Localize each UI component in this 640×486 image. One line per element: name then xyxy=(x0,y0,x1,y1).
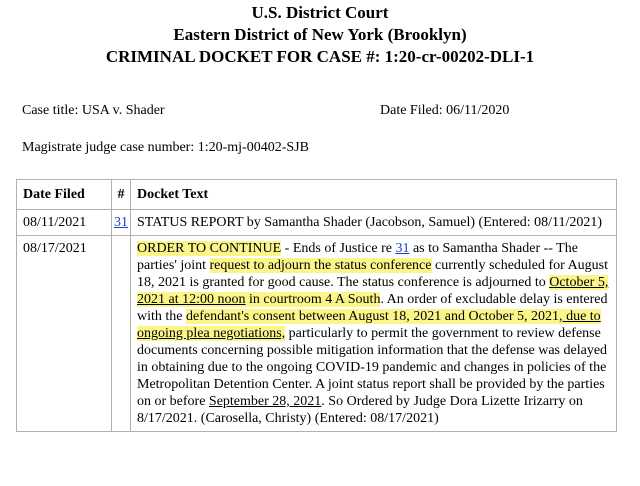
column-header-date: Date Filed xyxy=(17,180,112,210)
table-header-row xyxy=(17,180,617,210)
text-segment: as to Samantha Shader -- The parties' joint xyxy=(137,241,578,273)
entry-date: 08/17/2021 xyxy=(17,236,112,432)
entry-number-cell xyxy=(112,210,131,236)
magistrate-case-number: Magistrate judge case number: 1:20-mj-00402-SJB xyxy=(22,140,309,155)
docket-table xyxy=(16,179,617,432)
highlight-plea-negotiations: due to ongoing plea negotiations, xyxy=(137,309,601,341)
docket-header xyxy=(0,0,640,68)
highlight-consent: defendant's consent between August 18, 2021 and October 5, 2021, xyxy=(186,309,563,324)
text-segment: - Ends of Justice re xyxy=(281,241,396,256)
text-segment: . An order of excludable delay is entered with the xyxy=(137,292,608,324)
text-segment: . So Ordered by Judge Dora Lizette Irizarry on 8/17/2021. (Carosella, Christy) (Entered: 08/17/2021) xyxy=(137,394,583,426)
entry-text xyxy=(131,236,617,432)
docket-entry-link[interactable]: 31 xyxy=(114,215,128,230)
entry-date: 08/11/2021 xyxy=(17,210,112,236)
highlight-request: request to adjourn the status conference xyxy=(209,258,432,273)
date-filed: Date Filed: 06/11/2020 xyxy=(380,103,510,118)
highlight-new-date: October 5, 2021 at 12:00 noon xyxy=(137,275,609,307)
text-segment: currently scheduled for August 18, 2021 is granted for good cause. The status conference is adjourned to xyxy=(137,258,609,290)
highlight-order-title: ORDER TO CONTINUE xyxy=(137,241,282,256)
column-header-number: # xyxy=(112,180,131,210)
docket-title: CRIMINAL DOCKET FOR CASE #: 1:20-cr-00202-DLI-1 xyxy=(105,47,535,66)
table-row xyxy=(17,210,617,236)
case-title: Case title: USA v. Shader xyxy=(22,103,165,118)
court-name: U.S. District Court xyxy=(251,3,389,22)
column-header-docket-text: Docket Text xyxy=(131,180,617,210)
table-row xyxy=(17,236,617,432)
entry-number-cell xyxy=(112,236,131,432)
status-report-deadline: September 28, 2021 xyxy=(208,394,322,409)
highlight-courtroom: in courtroom 4 A South xyxy=(245,292,381,307)
text-segment: particularly to permit the government to review defense documents concerning possible mitigation information that the defense was delayed in obtaining due to the ongoing COVID-19 pandemic and changes in policies of the Metropolitan Detention Center. A joint status report shall be provided by the parties on or before xyxy=(137,326,608,409)
entry-text: STATUS REPORT by Samantha Shader (Jacobson, Samuel) (Entered: 08/11/2021) xyxy=(131,210,617,236)
district-name: Eastern District of New York (Brooklyn) xyxy=(173,25,467,44)
docket-entry-link[interactable]: 31 xyxy=(395,241,410,256)
